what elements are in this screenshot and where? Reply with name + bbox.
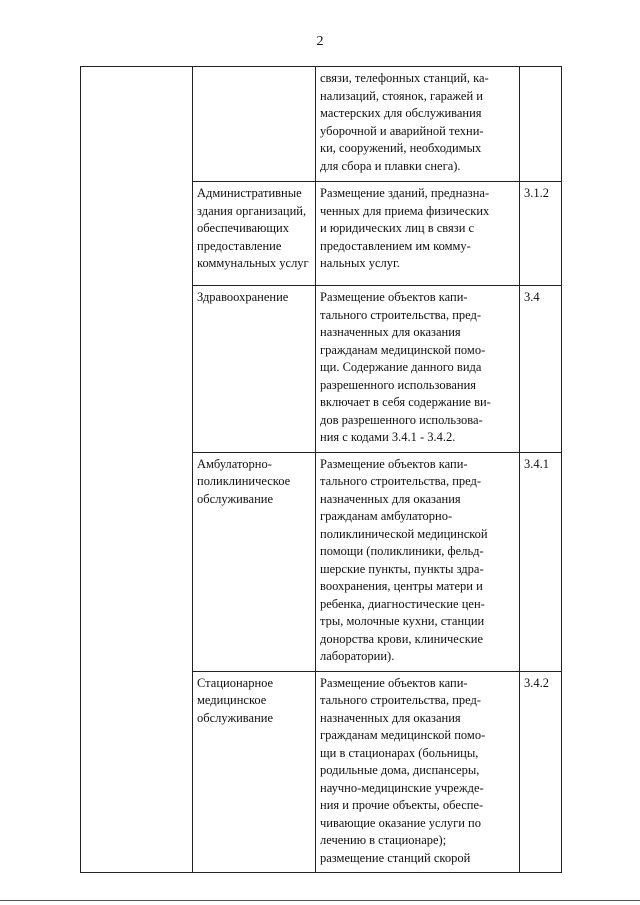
page-bottom-edge xyxy=(0,900,640,901)
use-type-code xyxy=(520,67,562,182)
use-type-code: 3.4.1 xyxy=(520,452,562,671)
use-type-code: 3.4.2 xyxy=(520,671,562,873)
use-type-name: Здравоохранение xyxy=(193,286,316,453)
use-type-name: Амбулаторно-поликлиническое обслуживание xyxy=(193,452,316,671)
use-type-description: Размещение объектов капи- тального строительства, пред- назначенных для оказания гражданам медицинской помо- щи. Содержание данного вида разрешенного использования включает в себя содержание ви- дов разрешенного использова- ния с кодами 3.4.1 - 3.4.2. xyxy=(316,286,520,453)
use-type-name: Стационарное медицинское обслуживание xyxy=(193,671,316,873)
use-type-code: 3.4 xyxy=(520,286,562,453)
use-type-description: Размещение объектов капи- тального строительства, пред- назначенных для оказания гражданам медицинской помо- щи в стационарах (больницы, родильные дома, диспансеры, научно-медицинские учрежде- ния и прочие объекты, обеспе- чивающие оказание услуги по лечению в стационаре); размещение станций скорой xyxy=(316,671,520,873)
empty-left-column-cell xyxy=(81,67,193,873)
use-type-code: 3.1.2 xyxy=(520,182,562,286)
use-type-description: связи, телефонных станций, ка- нализаций, стоянок, гаражей и мастерских для обслуживания уборочной и аварийной техни- ки, сооружений, необходимых для сбора и плавки снега). xyxy=(316,67,520,182)
use-type-description: Размещение объектов капи- тального строительства, пред- назначенных для оказания гражданам амбулаторно- поликлинической медицинской помощи (поликлиники, фельд- шерские пункты, пункты здра- воохранения, центры матери и ребенка, диагностические цен- тры, молочные кухни, станции донорства крови, клинические лаборатории). xyxy=(316,452,520,671)
use-type-name: Административные здания организаций, обеспечивающих предоставление коммунальных услуг xyxy=(193,182,316,286)
table-row xyxy=(81,67,562,182)
use-type-description: Размещение зданий, предназна- ченных для приема физических и юридических лиц в связи с предоставлением им комму- нальных услуг. xyxy=(316,182,520,286)
use-type-name xyxy=(193,67,316,182)
page-number: 2 xyxy=(316,34,324,49)
land-use-table xyxy=(80,66,562,873)
